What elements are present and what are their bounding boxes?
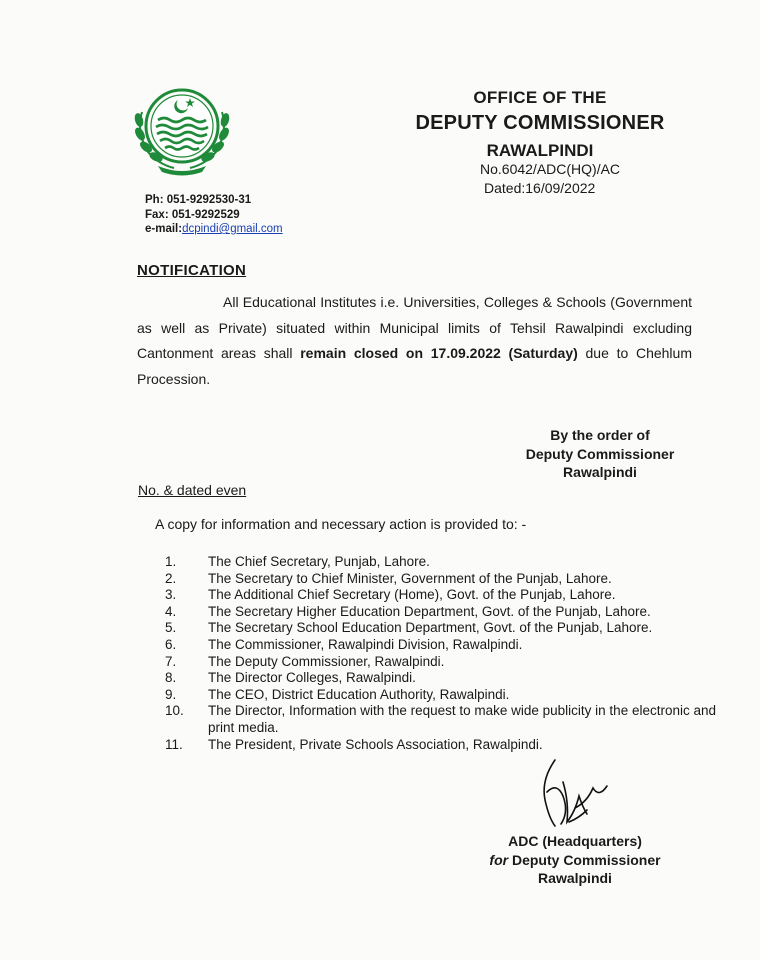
order-line-1: By the order of xyxy=(550,427,650,443)
recipient-list xyxy=(165,554,725,753)
list-text: The Secretary to Chief Minister, Government of the Punjab, Lahore. xyxy=(208,570,612,586)
list-item xyxy=(165,554,725,571)
office-line-3: RAWALPINDI xyxy=(486,141,594,160)
list-number: 11. xyxy=(165,736,183,752)
list-number: 1. xyxy=(165,554,177,569)
list-number: 5. xyxy=(165,620,177,636)
list-text: The Director Colleges, Rawalpindi. xyxy=(208,670,416,686)
list-item xyxy=(165,604,725,621)
list-item xyxy=(165,737,725,754)
list-number: 4. xyxy=(165,603,177,619)
email-link[interactable]: dcpindi@gmail.com xyxy=(182,223,283,235)
copy-intro: A copy for information and necessary action is provided to: - xyxy=(155,516,527,532)
order-block xyxy=(500,426,700,482)
order-line-3: Rawalpindi xyxy=(563,464,637,480)
signatory-block xyxy=(470,832,680,888)
email-label: e-mail: xyxy=(145,223,183,235)
list-item xyxy=(165,654,725,671)
list-number: 10. xyxy=(165,703,184,719)
list-item xyxy=(165,571,725,588)
list-text: The President, Private Schools Association, Rawalpindi. xyxy=(208,736,543,752)
list-item xyxy=(165,703,725,736)
order-line-2: Deputy Commissioner xyxy=(525,445,675,462)
list-text: The Additional Chief Secretary (Home), Govt. of the Punjab, Lahore. xyxy=(208,587,616,603)
list-number: 8. xyxy=(165,670,177,686)
signatory-line-3: Rawalpindi xyxy=(538,870,612,886)
list-number: 2. xyxy=(165,570,177,586)
email-line xyxy=(145,222,283,237)
list-item xyxy=(165,587,725,604)
list-number: 9. xyxy=(165,686,177,702)
list-text: The Secretary School Education Department, Govt. of the Punjab, Lahore. xyxy=(208,620,653,636)
reference-date: Dated:16/09/2022 xyxy=(484,180,596,196)
list-item xyxy=(165,620,725,637)
notification-text-2: due to Chehlum Procession. xyxy=(137,345,692,387)
notification-title: NOTIFICATION xyxy=(137,262,247,279)
punjab-emblem-icon xyxy=(128,82,236,178)
list-text: The Deputy Commissioner, Rawalpindi. xyxy=(208,653,445,669)
list-number: 3. xyxy=(165,587,177,603)
list-text: The Commissioner, Rawalpindi Division, Rawalpindi. xyxy=(208,636,523,652)
office-line-1: OFFICE OF THE xyxy=(473,88,607,107)
signatory-for: for xyxy=(489,851,509,868)
signatory-line-1: ADC (Headquarters) xyxy=(508,833,642,849)
notification-text-1: All Educational Institutes i.e. Universities, Colleges & Schools (Government as well as Private) situated within Municipal limits of Tehsil Rawalpindi excluding Cantonment areas shall xyxy=(137,294,692,361)
list-number: 7. xyxy=(165,653,177,669)
list-item xyxy=(165,687,725,704)
notification-body xyxy=(137,290,692,392)
signature-icon xyxy=(525,752,615,842)
copy-reference: No. & dated even xyxy=(138,482,247,498)
list-item xyxy=(165,670,725,687)
contact-block xyxy=(145,193,283,237)
list-text: The Chief Secretary, Punjab, Lahore. xyxy=(208,554,430,569)
signatory-line-2 xyxy=(470,851,680,870)
list-text: The Secretary Higher Education Department, Govt. of the Punjab, Lahore. xyxy=(208,603,651,619)
signatory-title: Deputy Commissioner xyxy=(508,851,661,868)
notification-text-bold: remain closed on 17.09.2022 (Saturday) xyxy=(300,345,578,361)
list-item xyxy=(165,637,725,654)
office-line-2: DEPUTY COMMISSIONER xyxy=(415,112,665,134)
fax-number: Fax: 051-9292529 xyxy=(145,208,240,221)
list-text: The Director, Information with the request to make wide publicity in the electronic and print media. xyxy=(208,703,717,735)
list-number: 6. xyxy=(165,636,177,652)
reference-number: No.6042/ADC(HQ)/AC xyxy=(480,161,621,177)
office-heading xyxy=(380,88,700,161)
reference-block xyxy=(480,160,620,198)
list-text: The CEO, District Education Authority, Rawalpindi. xyxy=(208,686,510,702)
phone-number: Ph: 051-9292530-31 xyxy=(145,194,252,206)
